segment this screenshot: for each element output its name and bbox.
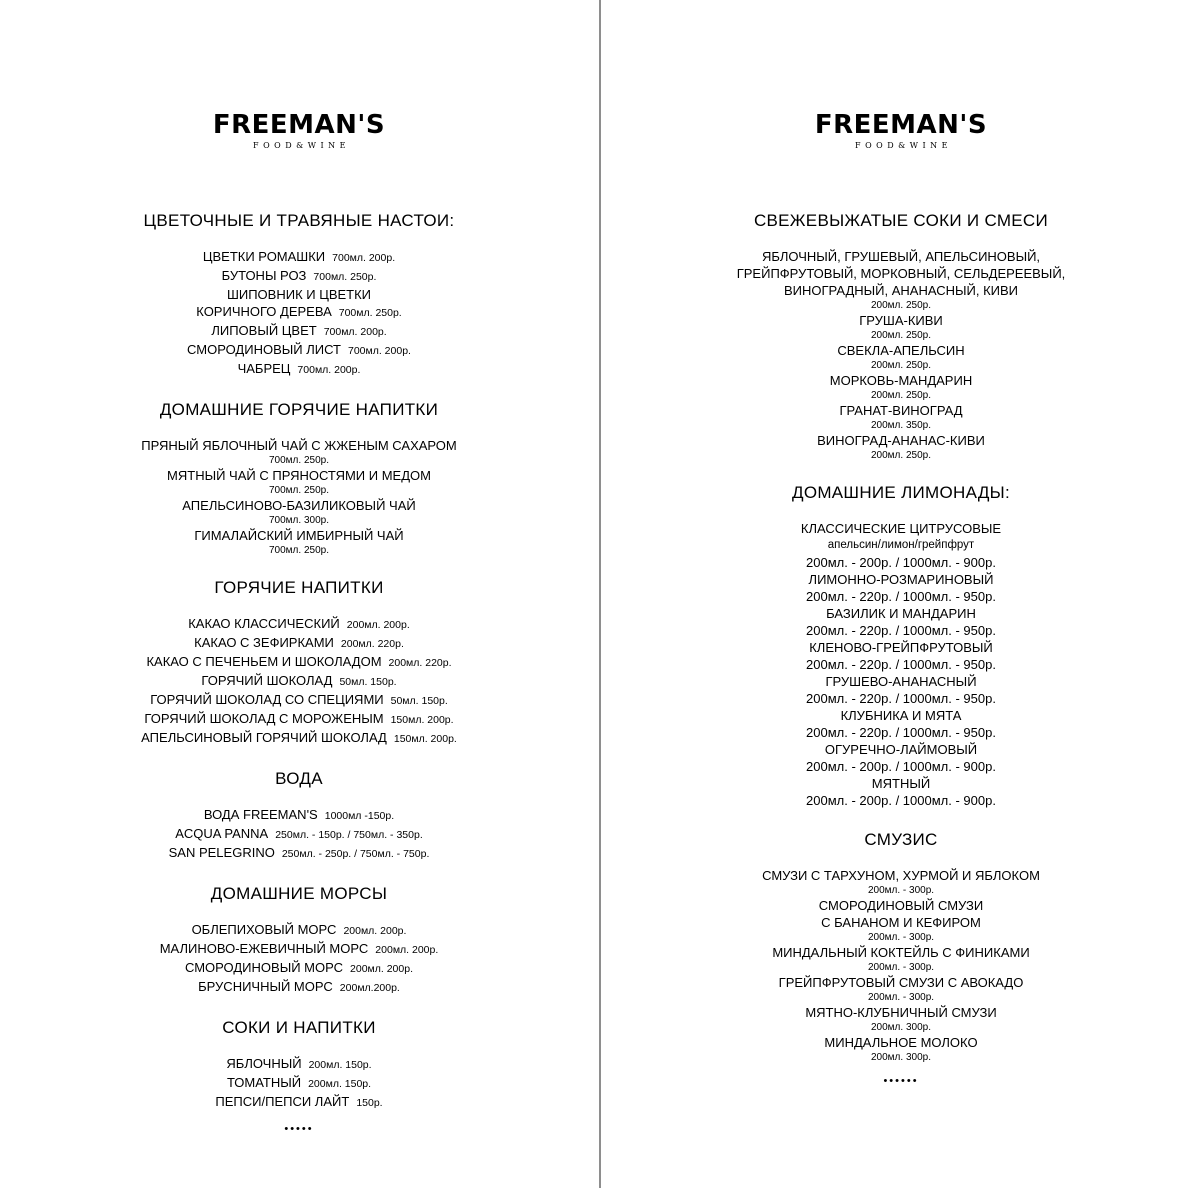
menu-item [602, 775, 1200, 792]
menu-item [0, 691, 598, 710]
menu-item-price: 200мл. 250р. [871, 390, 931, 401]
menu-item-name: ЧАБРЕЦ [237, 361, 291, 376]
menu-item [0, 1074, 598, 1093]
menu-item-price: 200мл. 250р. [871, 360, 931, 371]
menu-item-list [0, 615, 598, 748]
menu-item [0, 360, 598, 379]
menu-item-price: 50мл. 150р. [390, 695, 448, 707]
menu-item-list [602, 520, 1200, 809]
menu-item-price: 250мл. - 250р. / 750мл. - 750р. [281, 848, 430, 860]
menu-item [602, 248, 1200, 265]
menu-item-name: МАЛИНОВО-ЕЖЕВИЧНЫЙ МОРС [159, 941, 369, 956]
menu-item-price: 200мл. 150р. [308, 1078, 372, 1090]
menu-item-name: ГРЕЙПФРУТОВЫЙ СМУЗИ С АВОКАДО [778, 975, 1024, 990]
menu-item-name: СМОРОДИНОВЫЙ ЛИСТ [187, 342, 341, 357]
menu-item-name: ГИМАЛАЙСКИЙ ИМБИРНЫЙ ЧАЙ [194, 528, 404, 543]
menu-item-price: 200мл. - 200р. / 1000мл. - 900р. [806, 759, 996, 774]
menu-item [602, 605, 1200, 622]
menu-item-price: 200мл. - 300р. [867, 885, 935, 896]
section-title: ЦВЕТОЧНЫЕ И ТРАВЯНЫЕ НАСТОИ: [143, 211, 455, 230]
menu-item [0, 710, 598, 729]
menu-item-name: ГОРЯЧИЙ ШОКОЛАД СО СПЕЦИЯМИ [150, 692, 384, 707]
menu-item-name: МЯТНЫЙ ЧАЙ С ПРЯНОСТЯМИ И МЕДОМ [167, 468, 431, 483]
menu-item-name: ВИНОГРАД-АНАНАС-КИВИ [817, 433, 985, 448]
section-title: ГОРЯЧИЕ НАПИТКИ [214, 578, 384, 597]
end-dots: ••••• [284, 1123, 314, 1135]
menu-item [602, 707, 1200, 724]
menu-item-price: 50мл. 150р. [339, 676, 397, 688]
menu-item [602, 914, 1200, 931]
logo-tagline: FOOD&WINE [855, 141, 952, 150]
menu-item-price: 200мл.200р. [339, 982, 400, 994]
menu-item-name: ГОРЯЧИЙ ШОКОЛАД С МОРОЖЕНЫМ [144, 711, 384, 726]
menu-item-price: 200мл. 200р. [346, 619, 410, 631]
menu-item-price: 200мл. - 300р. [867, 962, 935, 973]
menu-item-name: БРУСНИЧНЫЙ МОРС [198, 979, 333, 994]
menu-item [602, 432, 1200, 449]
logo [0, 110, 598, 151]
menu-item-price: 700мл. 200р. [297, 364, 361, 376]
menu-item-name: ГРУШЕВО-АНАНАСНЫЙ [825, 674, 977, 689]
menu-item-price: 700мл. 250р. [338, 307, 402, 319]
menu-item-price: 200мл. 250р. [871, 330, 931, 341]
menu-item-price: 200мл. - 200р. / 1000мл. - 900р. [806, 793, 996, 808]
menu-item-name: МИНДАЛЬНЫЙ КОКТЕЙЛЬ С ФИНИКАМИ [772, 945, 1030, 960]
menu-item-price: 700мл. 200р. [332, 252, 396, 264]
menu-item-price: 1000мл -150р. [324, 810, 395, 822]
menu-item-name: ОБЛЕПИХОВЫЙ МОРС [191, 922, 337, 937]
menu-item [0, 267, 598, 286]
menu-item [0, 959, 598, 978]
menu-item-name: С БАНАНОМ И КЕФИРОМ [821, 915, 981, 930]
menu-item [0, 806, 598, 825]
menu-item [0, 341, 598, 360]
menu-item-price: 700мл. 250р. [269, 455, 329, 466]
menu-item [602, 1004, 1200, 1021]
menu-item-price: 200мл. - 220р. / 1000мл. - 950р. [806, 589, 996, 604]
menu-item [0, 286, 598, 303]
menu-item-name: ШИПОВНИК И ЦВЕТКИ [226, 287, 372, 302]
menu-item-price: 700мл. 250р. [269, 485, 329, 496]
menu-item-name: ЛИМОННО-РОЗМАРИНОВЫЙ [808, 572, 994, 587]
menu-item-list [0, 1055, 598, 1112]
menu-item-list [0, 437, 598, 557]
menu-item [602, 402, 1200, 419]
menu-item-name: ГРАНАТ-ВИНОГРАД [839, 403, 963, 418]
menu-item [602, 1034, 1200, 1051]
menu-item [0, 437, 598, 454]
menu-item [602, 867, 1200, 884]
menu-item [602, 897, 1200, 914]
menu-item [0, 527, 598, 544]
menu-content [0, 210, 598, 1136]
menu-item-list [0, 806, 598, 863]
section-spacer [0, 863, 598, 883]
menu-item [0, 467, 598, 484]
menu-item-description: апельсин/лимон/грейпфрут [827, 539, 975, 551]
menu-content [602, 210, 1200, 1088]
menu-item [0, 1055, 598, 1074]
menu-item-name: ЯБЛОЧНЫЙ, ГРУШЕВЫЙ, АПЕЛЬСИНОВЫЙ, [761, 249, 1041, 264]
menu-item-price: 200мл. - 200р. / 1000мл. - 900р. [806, 555, 996, 570]
menu-item-price: 150мл. 200р. [393, 733, 457, 745]
menu-item-price: 250мл. - 150р. / 750мл. - 350р. [275, 829, 423, 841]
menu-item-name: БАЗИЛИК И МАНДАРИН [826, 606, 976, 621]
menu-item-price: 200мл. 350р. [871, 420, 931, 431]
menu-item [602, 974, 1200, 991]
menu-item-price: 200мл. 250р. [871, 300, 931, 311]
menu-item-price: 200мл. - 220р. / 1000мл. - 950р. [806, 657, 996, 672]
menu-item [0, 978, 598, 997]
menu-item [0, 729, 598, 748]
menu-item [602, 312, 1200, 329]
menu-item-name: КЛУБНИКА И МЯТА [840, 708, 962, 723]
logo-tagline: FOOD&WINE [253, 141, 350, 150]
menu-item-name: КАКАО КЛАССИЧЕСКИЙ [188, 616, 340, 631]
menu-item-price: 700мл. 250р. [313, 271, 377, 283]
section-title: СВЕЖЕВЫЖАТЫЕ СОКИ И СМЕСИ [753, 211, 1049, 230]
menu-item [0, 634, 598, 653]
end-dots: •••••• [883, 1075, 919, 1087]
menu-item-name: АПЕЛЬСИНОВО-БАЗИЛИКОВЫЙ ЧАЙ [182, 498, 416, 513]
menu-item-name: МИНДАЛЬНОЕ МОЛОКО [824, 1035, 978, 1050]
menu-item [0, 940, 598, 959]
menu-item-list [602, 248, 1200, 462]
menu-item-price: 200мл. 220р. [340, 638, 404, 650]
menu-item [0, 497, 598, 514]
menu-item [0, 248, 598, 267]
menu-item-name: ГОРЯЧИЙ ШОКОЛАД [201, 673, 333, 688]
menu-item-price: 200мл. 150р. [308, 1059, 372, 1071]
menu-item [602, 571, 1200, 588]
section-title: ДОМАШНИЕ ГОРЯЧИЕ НАПИТКИ [159, 400, 439, 419]
menu-item [0, 615, 598, 634]
menu-item [602, 342, 1200, 359]
menu-item-name: КЛЕНОВО-ГРЕЙПФРУТОВЫЙ [809, 640, 993, 655]
menu-item [0, 303, 598, 322]
menu-item-price: 700мл. 200р. [323, 326, 387, 338]
section-spacer [0, 557, 598, 577]
menu-item-name: SAN PELEGRINO [168, 845, 275, 860]
section-title: ВОДА [275, 769, 323, 788]
menu-item-name: МЯТНО-КЛУБНИЧНЫЙ СМУЗИ [805, 1005, 997, 1020]
menu-item [602, 520, 1200, 537]
menu-item-name: КАКАО С ПЕЧЕНЬЕМ И ШОКОЛАДОМ [146, 654, 382, 669]
logo-brand: FREEMAN'S [814, 110, 988, 140]
menu-item [602, 673, 1200, 690]
menu-item-price: 700мл. 200р. [347, 345, 411, 357]
menu-item [602, 282, 1200, 299]
menu-item-name: АПЕЛЬСИНОВЫЙ ГОРЯЧИЙ ШОКОЛАД [141, 730, 387, 745]
menu-item-name: КОРИЧНОГО ДЕРЕВА [196, 304, 332, 319]
menu-item-price: 200мл. - 300р. [867, 932, 935, 943]
menu-item-price: 150мл. 200р. [390, 714, 454, 726]
menu-item-name: КЛАССИЧЕСКИЕ ЦИТРУСОВЫЕ [800, 521, 1002, 536]
menu-item-list [0, 921, 598, 997]
menu-item [0, 1093, 598, 1112]
menu-item [0, 322, 598, 341]
page-divider [599, 0, 601, 1188]
menu-item-price: 200мл. - 300р. [867, 992, 935, 1003]
menu-item-price: 700мл. 300р. [269, 515, 329, 526]
section-spacer [0, 379, 598, 399]
menu-item [602, 372, 1200, 389]
menu-item [602, 944, 1200, 961]
menu-item-name: ЛИПОВЫЙ ЦВЕТ [211, 323, 317, 338]
menu-item-price: 150р. [356, 1097, 383, 1109]
section-title: СОКИ И НАПИТКИ [222, 1018, 376, 1037]
menu-item-name: ВИНОГРАДНЫЙ, АНАНАСНЫЙ, КИВИ [783, 283, 1018, 298]
menu-item-price: 200мл. 200р. [343, 925, 407, 937]
menu-item-list [0, 248, 598, 379]
section-spacer [0, 748, 598, 768]
menu-item [0, 825, 598, 844]
menu-item-price: 700мл. 250р. [269, 545, 329, 556]
menu-item-name: КАКАО С ЗЕФИРКАМИ [194, 635, 334, 650]
section-spacer [602, 809, 1200, 829]
menu-item-name: БУТОНЫ РОЗ [221, 268, 307, 283]
right-menu-page [602, 0, 1200, 1188]
section-title: ДОМАШНИЕ МОРСЫ [210, 884, 388, 903]
menu-item-price: 200мл. - 220р. / 1000мл. - 950р. [806, 725, 996, 740]
menu-item-price: 200мл. 220р. [388, 657, 452, 669]
menu-item [0, 921, 598, 940]
section-spacer [602, 462, 1200, 482]
menu-item-price: 200мл. 300р. [871, 1052, 931, 1063]
menu-item [0, 844, 598, 863]
menu-item-name: ОГУРЕЧНО-ЛАЙМОВЫЙ [824, 742, 978, 757]
menu-item-name: ACQUA PANNA [175, 826, 269, 841]
menu-item [0, 672, 598, 691]
menu-item-name: ТОМАТНЫЙ [226, 1075, 302, 1090]
menu-item-name: ГРЕЙПФРУТОВЫЙ, МОРКОВНЫЙ, СЕЛЬДЕРЕЕВЫЙ, [736, 266, 1066, 281]
menu-item-name: СМОРОДИНОВЫЙ МОРС [184, 960, 344, 975]
logo-brand: FREEMAN'S [212, 110, 386, 140]
menu-item-name: ЯБЛОЧНЫЙ [226, 1056, 302, 1071]
menu-item-list [602, 867, 1200, 1064]
menu-item-price: 200мл. - 220р. / 1000мл. - 950р. [806, 691, 996, 706]
menu-item-name: СВЕКЛА-АПЕЛЬСИН [837, 343, 965, 358]
section-title: СМУЗИС [864, 830, 938, 849]
menu-item [602, 265, 1200, 282]
menu-item-name: МЯТНЫЙ [871, 776, 931, 791]
menu-item [0, 653, 598, 672]
logo [602, 110, 1200, 151]
menu-item-price: 200мл. 200р. [350, 963, 413, 975]
menu-item-name: СМОРОДИНОВЫЙ СМУЗИ [818, 898, 984, 913]
menu-item-name: ГРУША-КИВИ [859, 313, 943, 328]
menu-item-name: МОРКОВЬ-МАНДАРИН [829, 373, 973, 388]
menu-item-price: 200мл. 250р. [871, 450, 931, 461]
left-menu-page [0, 0, 598, 1188]
menu-item-name: ПРЯНЫЙ ЯБЛОЧНЫЙ ЧАЙ С ЖЖЕНЫМ САХАРОМ [141, 438, 457, 453]
section-spacer [0, 997, 598, 1017]
menu-item-name: ВОДА FREEMAN'S [203, 807, 318, 822]
menu-item-name: ПЕПСИ/ПЕПСИ ЛАЙТ [215, 1094, 350, 1109]
menu-item [602, 741, 1200, 758]
menu-item-price: 200мл. 300р. [871, 1022, 931, 1033]
menu-item-name: ЦВЕТКИ РОМАШКИ [202, 249, 326, 264]
menu-item [602, 639, 1200, 656]
section-title: ДОМАШНИЕ ЛИМОНАДЫ: [792, 483, 1010, 502]
menu-item-price: 200мл. 200р. [375, 944, 439, 956]
menu-item-price: 200мл. - 220р. / 1000мл. - 950р. [806, 623, 996, 638]
menu-item-name: СМУЗИ С ТАРХУНОМ, ХУРМОЙ И ЯБЛОКОМ [762, 868, 1040, 883]
